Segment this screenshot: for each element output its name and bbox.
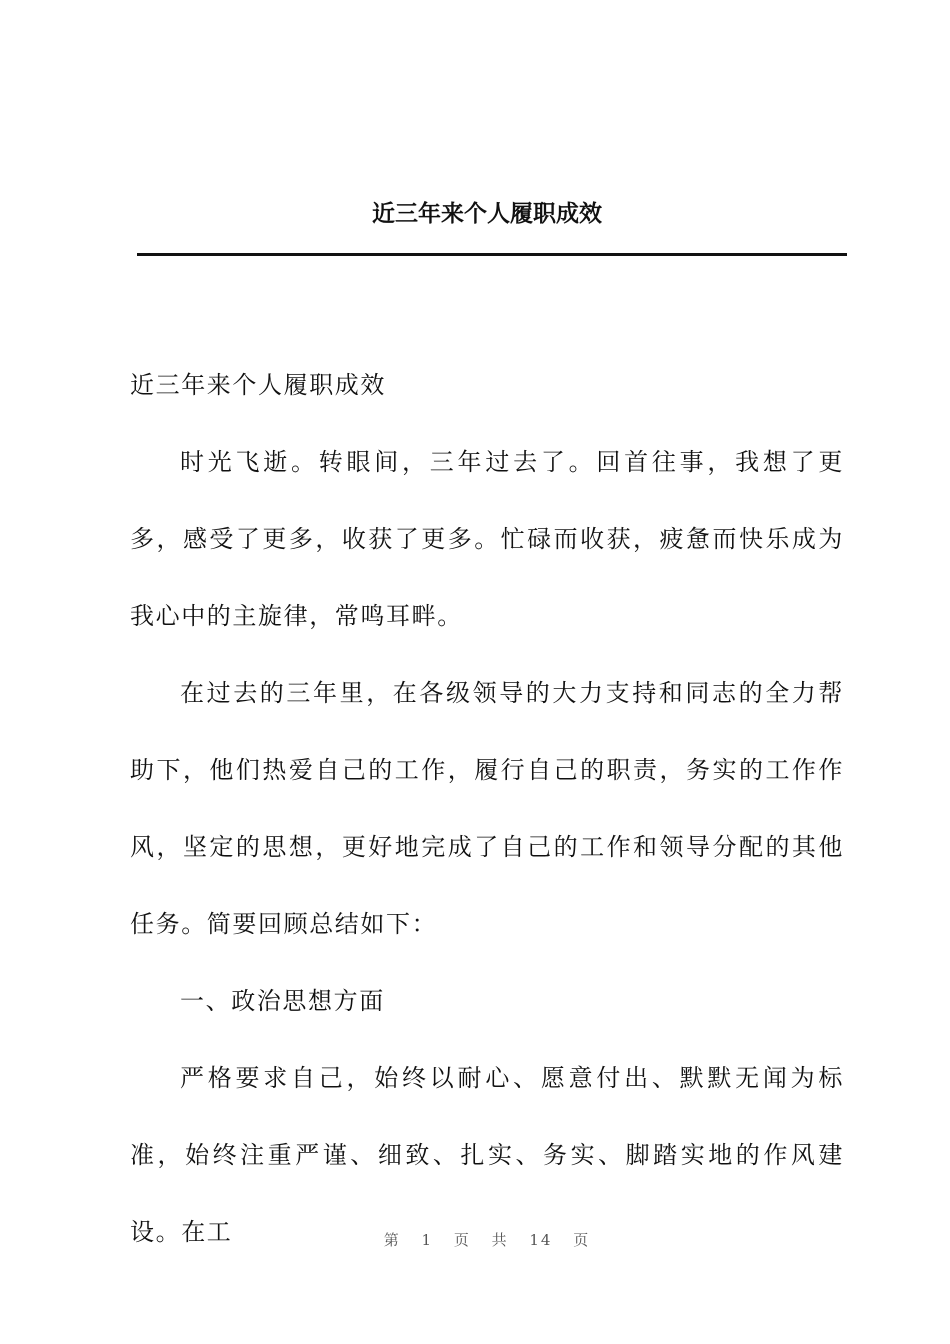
body-paragraph: 严格要求自己，始终以耐心、愿意付出、默默无闻为标准，始终注重严谨、细致、扎实、务实、脚踏实地的作风建设。在工 [130,1064,844,1246]
body-paragraph: 时光飞逝。转眼间，三年过去了。回首往事，我想了更多，感受了更多，收获了更多。忙碌而收获，疲惫而快乐成为我心中的主旋律，常鸣耳畔。 [130,448,844,630]
document-title: 近三年来个人履职成效 [372,201,602,227]
body-paragraph: 在过去的三年里，在各级领导的大力支持和同志的全力帮助下，他们热爱自己的工作，履行自己的职责，务实的工作作风，坚定的思想，更好地完成了自己的工作和领导分配的其他任务。简要回顾总结如下： [130,679,844,938]
body-heading: 近三年来个人履职成效 [130,371,386,399]
section-heading: 一、政治思想方面 [180,987,385,1015]
page-number-footer: 第 1 页 共 14 页 [383,1231,591,1249]
document-body [130,347,844,1271]
title-divider [137,253,847,256]
